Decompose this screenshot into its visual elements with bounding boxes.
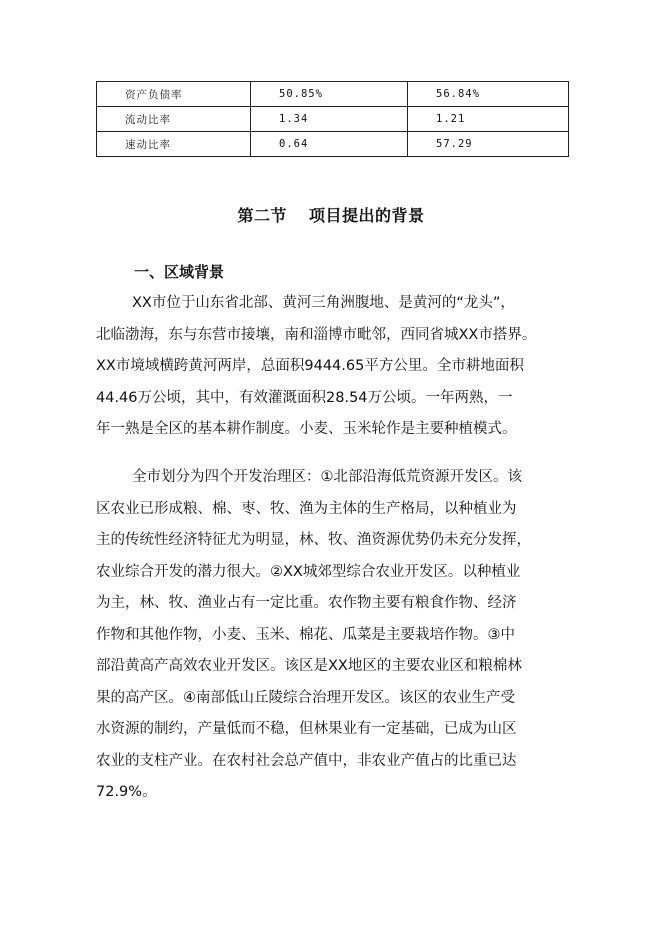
paragraph-line: 72.9%。 [96, 784, 157, 800]
paragraph-line: 全市划分为四个开发治理区：①北部沿海低荒资源开发区。该 [132, 469, 522, 485]
paragraph-line: 农业综合开发的潜力很大。②XX城郊型综合农业开发区。以种植业 [96, 563, 521, 580]
paragraph-line: 年一熟是全区的基本耕作制度。小麦、玉米轮作是主要种植模式。 [96, 421, 517, 437]
row-value-2: 56.84% [408, 82, 569, 107]
row-value-1: 0.64 [251, 132, 408, 157]
section-title: 项目提出的背景 [309, 206, 425, 225]
paragraph-line: 为主，林、牧、渔业占有一定比重。农作物主要有粮食作物、经济 [96, 595, 517, 611]
paragraph-line: 主的传统性经济特征尤为明显，林、牧、渔资源优势仍未充分发挥， [96, 532, 531, 548]
section-number: 第二节 [237, 206, 287, 225]
paragraph-line: 部沿黄高产高效农业开发区。该区是XX地区的主要农业区和粮棉林 [96, 658, 522, 674]
paragraph-line: XX市境域横跨黄河两岸，总面积9444.65平方公里。全市耕地面积 [96, 358, 524, 374]
paragraph-line: 农业的支柱产业。在农村社会总产值中，非农业产值占的比重已达 [96, 752, 517, 769]
paragraph-line: 44.46万公顷，其中，有效灌溉面积28.54万公顷。一年两熟，一 [96, 389, 513, 406]
paragraph-line: 果的高产区。④南部低山丘陵综合治理开发区。该区的农业生产受 [96, 689, 515, 706]
row-value-1: 50.85% [251, 82, 408, 107]
row-value-2: 57.29 [408, 132, 569, 157]
row-value-2: 1.21 [408, 107, 569, 132]
paragraph-line: 水资源的制约，产量低而不稳，但林果业有一定基础，已成为山区 [96, 721, 517, 737]
financial-ratio-table [96, 81, 569, 157]
paragraph-line: XX市位于山东省北部、黄河三角洲腹地、是黄河的“龙头”， [132, 295, 515, 311]
paragraph-line: 区农业已形成粮、棉、枣、牧、渔为主体的生产格局，以种植业为 [96, 500, 517, 517]
section-heading [0, 203, 662, 226]
row-label: 速动比率 [97, 132, 251, 157]
subsection-heading: 一、区域背景 [134, 263, 225, 281]
table-row [97, 82, 569, 107]
table-row [97, 132, 569, 157]
row-value-1: 1.34 [251, 107, 408, 132]
table-row [97, 107, 569, 132]
paragraph-line: 作物和其他作物，小麦、玉米、棉花、瓜菜是主要栽培作物。③中 [96, 626, 515, 643]
paragraph-regional-overview [96, 288, 572, 446]
paragraph-development-zones [96, 462, 572, 809]
row-label: 资产负债率 [97, 82, 251, 107]
row-label: 流动比率 [97, 107, 251, 132]
paragraph-line: 北临渤海，东与东营市接壤，南和淄博市毗邻，西同省城XX市搭界。 [96, 326, 537, 343]
